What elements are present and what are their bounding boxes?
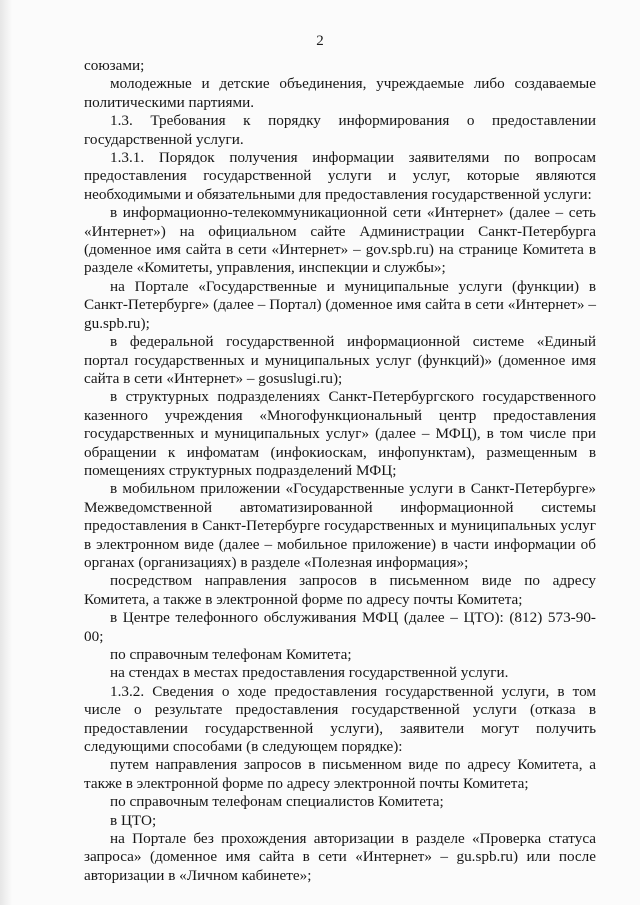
paragraph: в ЦТО;: [110, 811, 157, 829]
paragraph: путем направления запросов в письменном виде по адресу Комитета, а также в электронной форме по адресу электронной почты Комитета;: [84, 756, 596, 792]
paragraph: на Портале без прохождения авторизации в разделе «Проверка статуса запроса» (доменное имя сайта в сети «Интернет» – gu.spb.ru) или после авторизации в «Личном кабинете»;: [84, 830, 596, 884]
paragraph: 1.3.1. Порядок получения информации заявителями по вопросам предоставления государственной услуги и услуг, которые являются необходимыми и обязательными для предоставления государственной услуги:: [84, 149, 596, 203]
paragraph: по справочным телефонам Комитета;: [110, 646, 352, 663]
paragraph: в Центре телефонного обслуживания МФЦ (далее – ЦТО): (812) 573-90-00;: [84, 609, 596, 645]
page-number: 2: [316, 33, 324, 49]
paragraph: в структурных подразделениях Санкт-Петербургского государственного казенного учреждения «Многофункциональный центр предоставления государственных и муниципальных услуг» (далее – МФЦ), в том числе при обращении к инфоматам (инфокиоскам, инфопунктам), размещенным в помещениях структурных подразделений МФЦ;: [84, 388, 596, 479]
paragraph: на Портале «Государственные и муниципальные услуги (функции) в Санкт-Петербурге» (далее – Портал) (доменное имя сайта в сети «Интернет» – gu.spb.ru);: [84, 277, 596, 332]
paragraph: молодежные и детские объединения, учреждаемые либо создаваемые политическими партиями.: [84, 75, 596, 111]
paragraph: 1.3.2. Сведения о ходе предоставления государственной услуги, в том числе о результате предоставления государственной услуги (отказа в предоставлении государственной услуги), заявители могут получить следующими способами (в следующем порядке):: [84, 682, 596, 756]
paragraph: на стендах в местах предоставления государственной услуги.: [110, 664, 509, 682]
paragraph: 1.3. Требования к порядку информирования о предоставлении государственной услуги.: [84, 112, 596, 148]
paragraph: в мобильном приложении «Государственные услуги в Санкт-Петербурге» Межведомственной автоматизированной информационной системы предоставления в Санкт-Петербурге государственных и муниципальных услуг в электронном виде (далее – мобильное приложение) в части информации об органах (организациях) в разделе «Полезная информация»;: [84, 480, 596, 571]
paragraph: в информационно-телекоммуникационной сети «Интернет» (далее – сеть «Интернет») на официальном сайте Администрации Санкт-Петербурга (доменное имя сайта в сети «Интернет» – gov.spb.ru) на странице Комитета в разделе «Комитеты, управления, инспекции и службы»;: [84, 204, 596, 277]
paragraph: в федеральной государственной информационной системе «Единый портал государственных и муниципальных услуг (функций)» (доменное имя сайта в сети «Интернет» – gosuslugi.ru);: [84, 333, 596, 387]
document-body: [84, 57, 596, 885]
paragraph: посредством направления запросов в письменном виде по адресу Комитета, а также в электронной форме по адресу почты Комитета;: [84, 572, 596, 608]
paragraph: по справочным телефонам специалистов Комитета;: [110, 793, 444, 811]
scan-edge-shadow: [0, 0, 12, 905]
paragraph: союзами;: [84, 57, 145, 74]
